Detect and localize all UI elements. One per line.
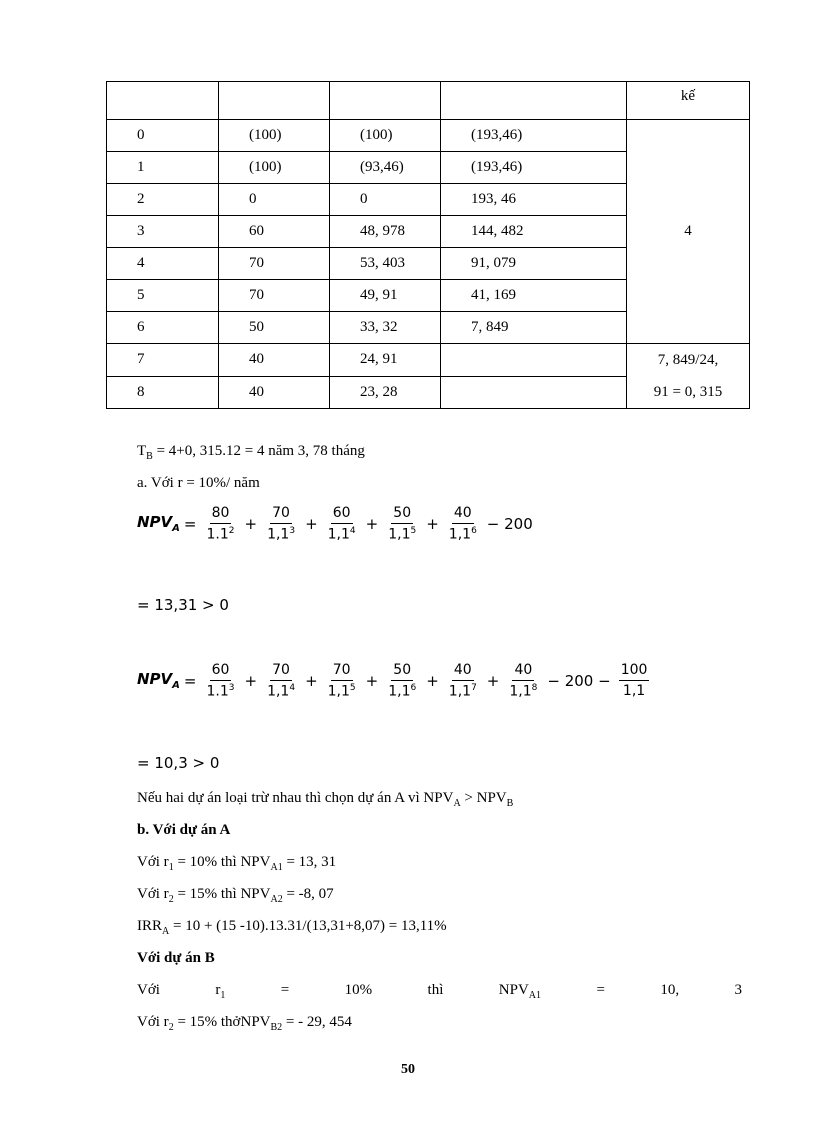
fraction-numerator: 50 [391, 505, 413, 524]
table-cell-year: 1 [107, 152, 219, 184]
fraction [265, 505, 297, 543]
table-cell-dcf: 23, 28 [330, 376, 441, 409]
table-cell-dcf: 24, 91 [330, 344, 441, 377]
table-cell-cum: 91, 079 [441, 248, 627, 280]
fraction [386, 662, 418, 700]
table-cell-cf: 40 [219, 376, 330, 409]
payback-year-cell: 4 [627, 120, 750, 344]
payback-fraction-cell [627, 344, 750, 409]
result-1-text: = 13,31 > 0 [137, 596, 229, 614]
table-cell-cf: 60 [219, 216, 330, 248]
equals-sign: = [183, 671, 197, 690]
table-cell-cum: 41, 169 [441, 280, 627, 312]
table-cell-cf: 50 [219, 312, 330, 344]
plus-sign: + [244, 671, 258, 690]
plus-sign: + [305, 671, 318, 690]
plus-sign: + [305, 514, 318, 533]
table-cell-dcf: 53, 403 [330, 248, 441, 280]
fraction-denominator: $1,1^4$ [267, 683, 296, 700]
fraction-numerator: 50 [391, 662, 413, 681]
page-number: 50 [401, 1062, 415, 1077]
fraction-line-2: 91 = 0, 315 [653, 384, 723, 400]
table-cell-year: 0 [107, 120, 219, 152]
tb-symbol: T [137, 443, 147, 459]
table-cell-cum: 193, 46 [441, 184, 627, 216]
fraction-numerator: 70 [270, 505, 292, 524]
header-cell [330, 82, 441, 120]
fraction [619, 662, 650, 699]
table-cell-cum: (193,46) [441, 152, 627, 184]
equation-1-tail: − 200 [486, 514, 533, 533]
fraction-denominator: $1,1^4$ [327, 526, 356, 543]
equation-2-mid: − 200 − [547, 671, 611, 690]
irr-line: $IRR_A = 10 + (15$ -10).13.31/(13,31+8,07) = 13,11% [137, 918, 447, 937]
plus-sign: + [426, 514, 439, 533]
table-cell-dcf: 48, 978 [330, 216, 441, 248]
table-cell-dcf: 0 [330, 184, 441, 216]
tb-value: = 4+0, 315.12 = 4 năm 3, 78 tháng [152, 443, 365, 459]
fraction [326, 505, 358, 543]
fraction-denominator: $1,1^7$ [448, 683, 477, 700]
rate-line [137, 475, 260, 492]
table-cell-cum: 144, 482 [441, 216, 627, 248]
fraction-denominator: $1,1^8$ [509, 683, 538, 700]
table-cell-year: 7 [107, 344, 219, 377]
result-2-text: = 10,3 > 0 [137, 754, 220, 772]
choose-line: Nếu hai dự án loại trừ nhau thì chọn dự án A vì $NPV_A > NPV_B$ [137, 790, 514, 809]
fraction-numerator: 100 [619, 662, 650, 681]
fraction-numerator: 40 [452, 505, 474, 524]
table-cell-cf: 70 [219, 248, 330, 280]
b-r2-line: Với $r_2 = 15\%$ thởNPV$_{B2}$ = - 29, 454 [137, 1014, 352, 1033]
table-cell-cf: 0 [219, 184, 330, 216]
fraction-numerator: 60 [331, 505, 353, 524]
table-cell-cum [441, 344, 627, 377]
fraction-denominator: $1,1^5$ [388, 526, 417, 543]
table-cell-dcf: 33, 32 [330, 312, 441, 344]
npv-result-1 [137, 596, 229, 614]
fraction-numerator: 80 [210, 505, 232, 524]
fraction [265, 662, 297, 700]
fraction-numerator: 40 [452, 662, 474, 681]
npv-label: $NPV_A$ [137, 670, 180, 692]
table-cell-year: 6 [107, 312, 219, 344]
npv-result-2 [137, 754, 219, 772]
fraction [386, 505, 418, 543]
fraction [447, 662, 479, 700]
header-cell [441, 82, 627, 120]
plus-sign: + [365, 671, 379, 690]
fraction [326, 662, 358, 700]
fraction-denominator: $1.1^3$ [206, 683, 235, 700]
rate-text: a. Với r = 10%/ năm [137, 475, 260, 491]
fraction-denominator: $1.1^2$ [206, 526, 235, 543]
header-cell [107, 82, 219, 120]
plus-sign: + [244, 514, 258, 533]
fraction [507, 662, 539, 700]
table-cell-year: 5 [107, 280, 219, 312]
tb-subscript: B [146, 451, 153, 462]
heading-project-b: Với dự án B [137, 950, 215, 966]
equals-sign: = [183, 514, 197, 533]
fraction [204, 505, 236, 543]
table-row [107, 344, 750, 377]
table-cell-year: 4 [107, 248, 219, 280]
table-cell-cf: (100) [219, 152, 330, 184]
cash-flow-table [106, 81, 750, 409]
cash-flow-table-body [107, 82, 750, 409]
fraction-denominator: $1,1^6$ [388, 683, 417, 700]
fraction [204, 662, 236, 700]
plus-sign: + [365, 514, 379, 533]
table-cell-year: 3 [107, 216, 219, 248]
npv-label: $NPV_A$ [137, 513, 180, 535]
table-cell-dcf: (100) [330, 120, 441, 152]
table-cell-dcf: 49, 91 [330, 280, 441, 312]
r2-line: Với $r_2 = 15\%$ thì $NPV_{A2} = -8$, 07 [137, 886, 334, 905]
table-cell-cf: 70 [219, 280, 330, 312]
equation-1-terms [200, 505, 482, 543]
fraction-numerator: 60 [210, 662, 232, 681]
fraction [447, 505, 479, 543]
header-cell [219, 82, 330, 120]
table-header-row [107, 82, 750, 120]
table-cell-dcf: (93,46) [330, 152, 441, 184]
r1-line: Với $r_1 = 10\%$ thì $NPV_{A1} = 13$, 31 [137, 854, 337, 873]
heading-project-a: b. Với dự án A [137, 822, 231, 838]
fraction-numerator: 70 [331, 662, 353, 681]
b-r1-line: Với $r_1$ = 10% thì $NPV_{A1}$ = 10, 3 [137, 982, 742, 1001]
table-cell-cum: 7, 849 [441, 312, 627, 344]
table-cell-cf: (100) [219, 120, 330, 152]
fraction-denominator: $1,1^6$ [448, 526, 477, 543]
fraction-numerator: 40 [512, 662, 534, 681]
table-cell-cum: (193,46) [441, 120, 627, 152]
fraction-numerator: 70 [270, 662, 292, 681]
header-ke-label: kế [680, 88, 696, 104]
fraction-denominator: $1,1^3$ [267, 526, 296, 543]
table-cell-year: 8 [107, 376, 219, 409]
table-cell-cf: 40 [219, 344, 330, 377]
table-row [107, 120, 750, 152]
plus-sign: + [426, 671, 439, 690]
fraction-denominator: 1,1 [622, 683, 646, 700]
equation-2-terms [200, 662, 543, 700]
table-cell-cum [441, 376, 627, 409]
fraction-line-1: 7, 849/24, [657, 352, 719, 368]
npv-equation-1 [137, 505, 537, 543]
plus-sign: + [486, 671, 500, 690]
npv-equation-2 [137, 662, 653, 700]
header-cell [627, 82, 750, 120]
table-cell-year: 2 [107, 184, 219, 216]
fraction-denominator: $1,1^5$ [327, 683, 356, 700]
payback-line [137, 443, 365, 462]
